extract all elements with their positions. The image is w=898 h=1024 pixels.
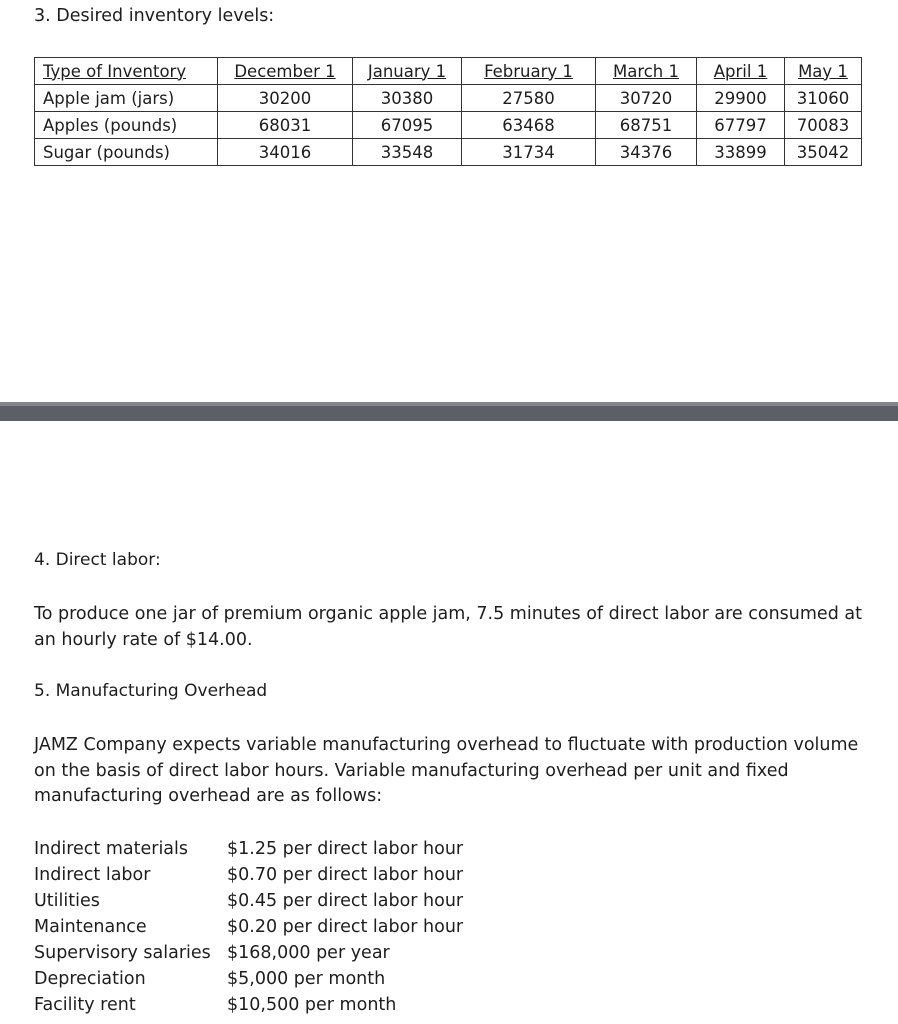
- header-december: December 1: [218, 58, 353, 85]
- table-row: [35, 112, 862, 139]
- overhead-name: Facility rent: [34, 995, 136, 1015]
- overhead-name: Utilities: [34, 891, 100, 911]
- table-cell: 30200: [218, 85, 353, 112]
- overhead-amount: $168,000 per year: [227, 943, 390, 963]
- overhead-amount: $0.45 per direct labor hour: [227, 891, 464, 911]
- overhead-name: Maintenance: [34, 917, 147, 937]
- paragraph-line: an hourly rate of $14.00.: [34, 629, 253, 650]
- inventory-table-header: [35, 58, 862, 85]
- table-cell: 35042: [785, 139, 862, 166]
- header-january: January 1: [353, 58, 462, 85]
- header-february: February 1: [462, 58, 596, 85]
- table-cell: 70083: [785, 112, 862, 139]
- table-cell: 27580: [462, 85, 596, 112]
- table-cell: 33548: [353, 139, 462, 166]
- paragraph-line: To produce one jar of premium organic apple jam, 7.5 minutes of direct labor are consumed at: [34, 604, 862, 624]
- table-cell: 31060: [785, 85, 862, 112]
- table-row: [35, 139, 862, 166]
- inventory-table: [34, 57, 862, 166]
- table-cell: 63468: [462, 112, 596, 139]
- list-item: [34, 914, 463, 940]
- overhead-amount: $10,500 per month: [227, 995, 397, 1015]
- table-cell: 31734: [462, 139, 596, 166]
- page-separator: [0, 402, 898, 421]
- header-may: May 1: [785, 58, 862, 85]
- section-3-heading: 3. Desired inventory levels:: [34, 6, 275, 26]
- paragraph-line: manufacturing overhead are as follows:: [34, 786, 383, 806]
- header-april: April 1: [697, 58, 785, 85]
- table-cell: 30720: [596, 85, 697, 112]
- overhead-amount: $0.20 per direct labor hour: [227, 917, 464, 937]
- table-cell: 29900: [697, 85, 785, 112]
- table-row: [35, 85, 862, 112]
- overhead-name: Indirect labor: [34, 865, 151, 885]
- overhead-list: [34, 836, 463, 1018]
- list-item: [34, 862, 463, 888]
- table-cell: 68031: [218, 112, 353, 139]
- table-cell: 67797: [697, 112, 785, 139]
- row-label: Apples (pounds): [35, 112, 218, 139]
- overhead-amount: $5,000 per month: [227, 969, 386, 989]
- row-label: Apple jam (jars): [35, 85, 218, 112]
- table-cell: 67095: [353, 112, 462, 139]
- overhead-amount: $0.70 per direct labor hour: [227, 865, 464, 885]
- header-march: March 1: [596, 58, 697, 85]
- table-cell: 34016: [218, 139, 353, 166]
- list-item: [34, 836, 463, 862]
- list-item: [34, 888, 463, 914]
- table-cell: 30380: [353, 85, 462, 112]
- table-cell: 33899: [697, 139, 785, 166]
- header-type: Type of Inventory: [35, 58, 218, 85]
- overhead-name: Depreciation: [34, 969, 146, 989]
- overhead-name: Supervisory salaries: [34, 943, 211, 963]
- overhead-name: Indirect materials: [34, 839, 189, 859]
- section-4-heading: 4. Direct labor:: [34, 550, 161, 570]
- list-item: [34, 966, 463, 992]
- overhead-paragraph: [34, 733, 858, 810]
- paragraph-line: on the basis of direct labor hours. Variable manufacturing overhead per unit and fixed: [34, 760, 789, 781]
- list-item: [34, 940, 463, 966]
- section-5-heading: 5. Manufacturing Overhead: [34, 681, 268, 701]
- list-item: [34, 992, 463, 1018]
- paragraph-line: JAMZ Company expects variable manufacturing overhead to fluctuate with production volume: [34, 735, 859, 755]
- table-cell: 68751: [596, 112, 697, 139]
- overhead-amount: $1.25 per direct labor hour: [227, 839, 464, 859]
- direct-labor-paragraph: [34, 602, 862, 653]
- row-label: Sugar (pounds): [35, 139, 218, 166]
- table-cell: 34376: [596, 139, 697, 166]
